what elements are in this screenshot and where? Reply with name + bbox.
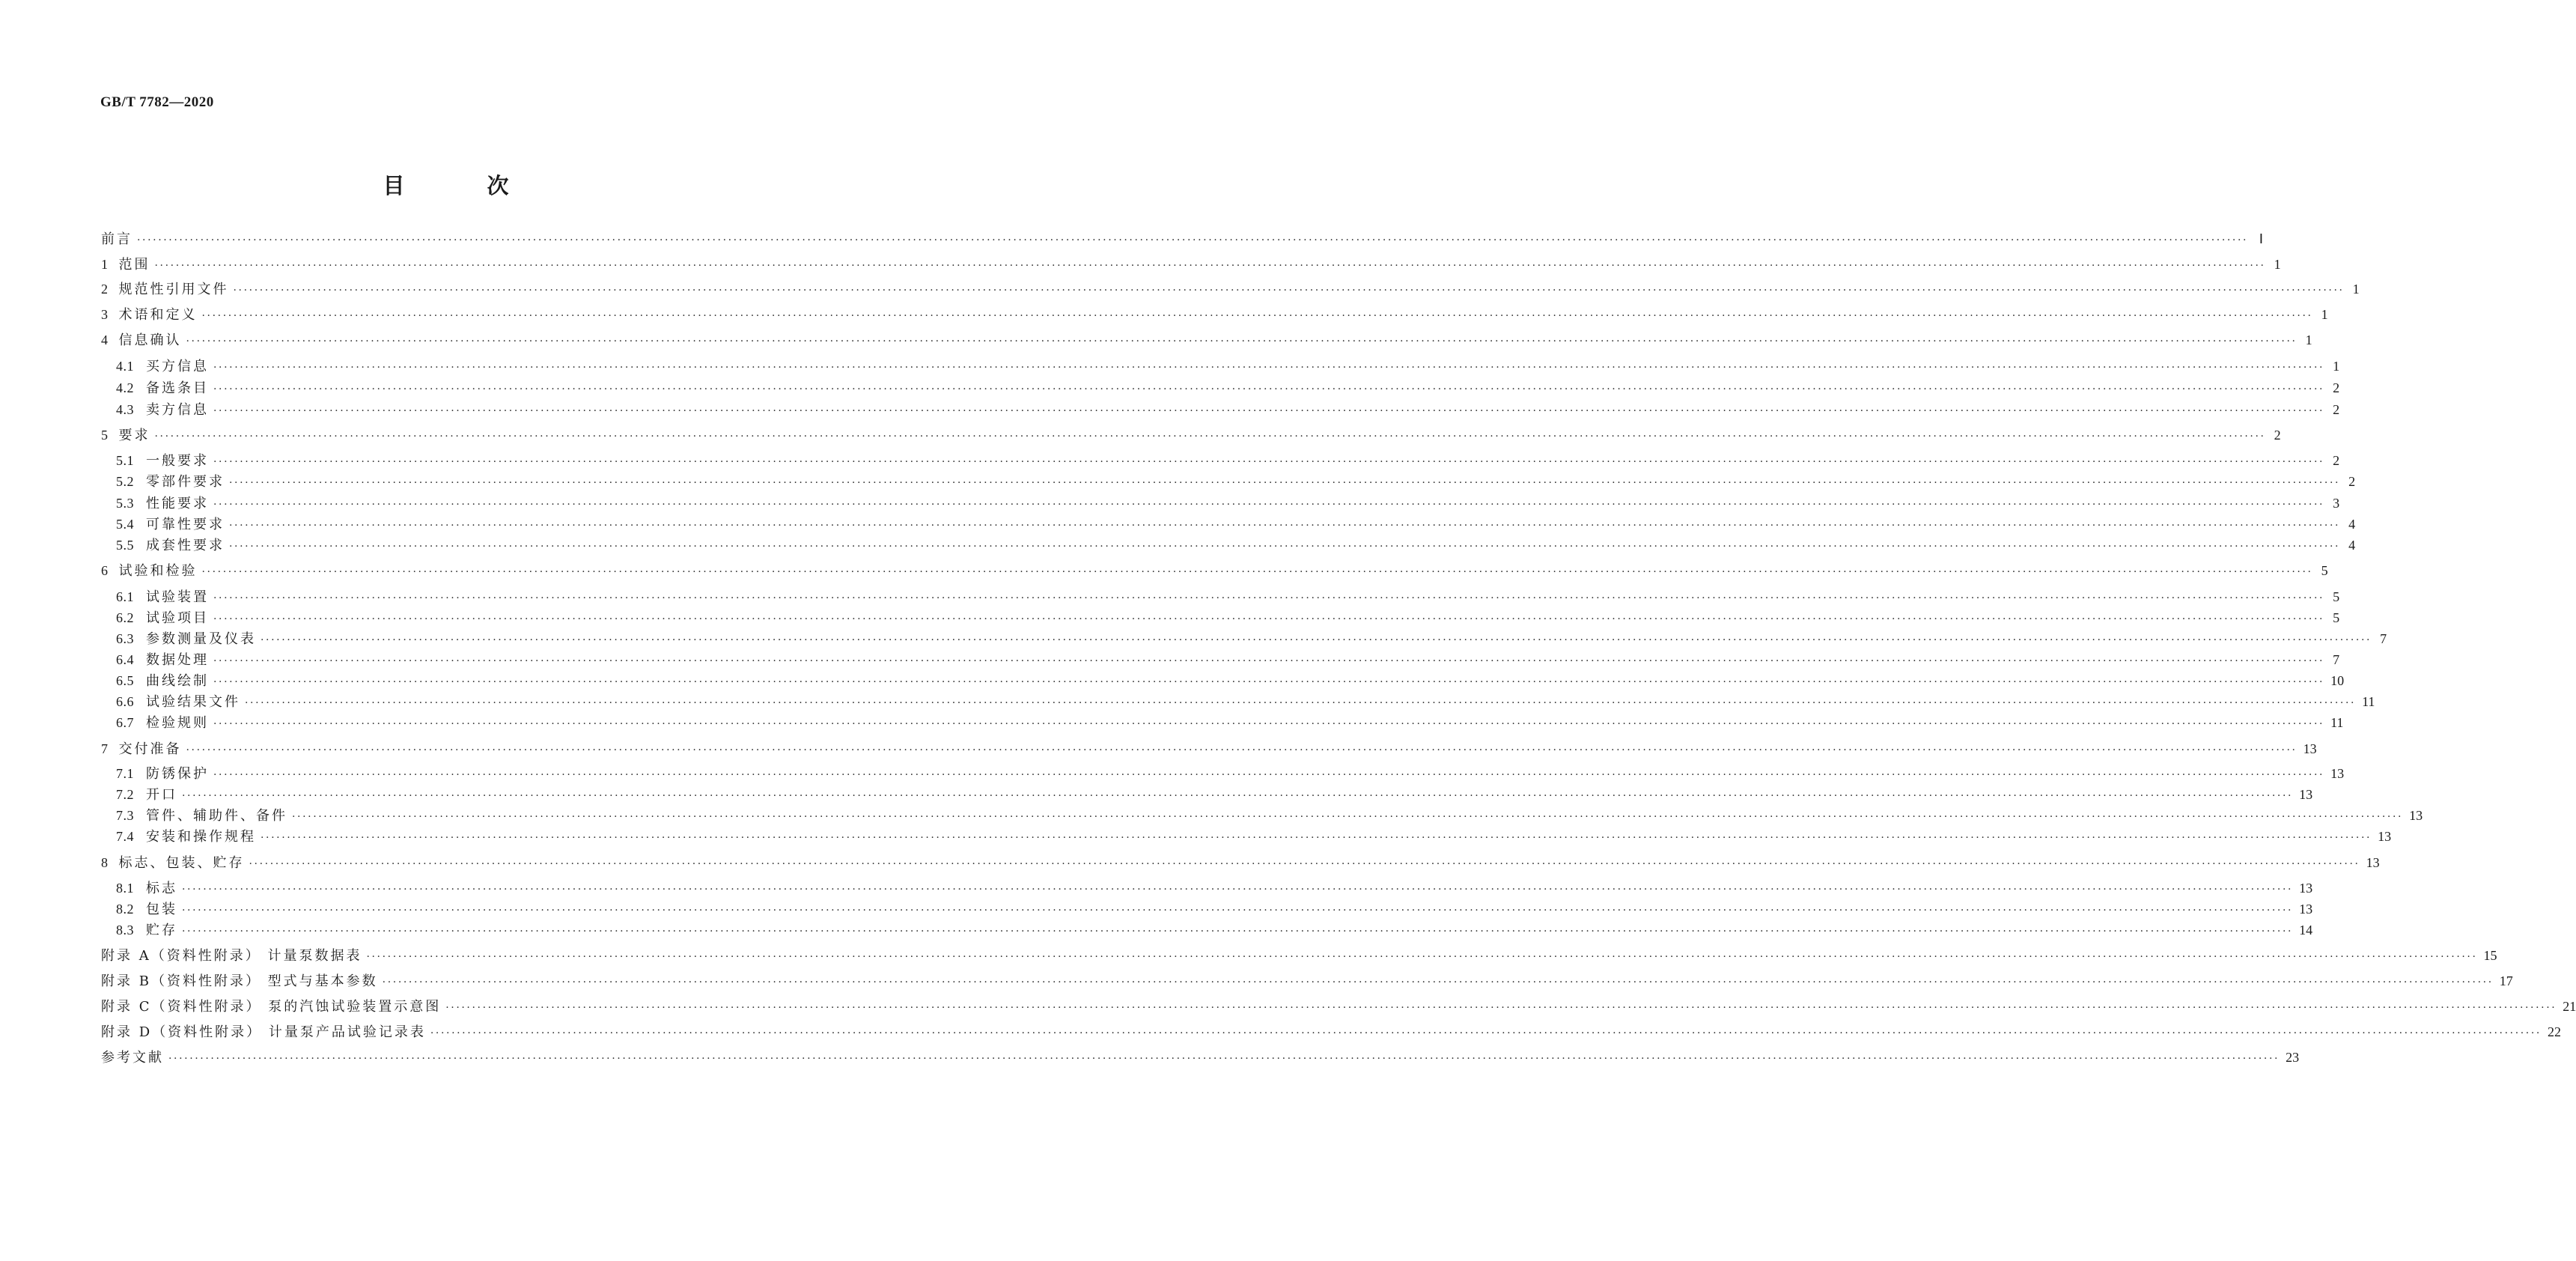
toc-entry-title: 信息确认 (118, 332, 182, 348)
toc-leader-dots: ················································································································································································································································································································································································································ (430, 1027, 2542, 1039)
toc-entry[interactable] (101, 651, 2340, 669)
toc-entry-title: 标志、包装、贮存 (118, 855, 245, 871)
toc-entry-number: 7.1 (116, 766, 134, 781)
toc-entry[interactable] (101, 827, 2392, 845)
toc-entry-page: 15 (2483, 948, 2497, 963)
toc-entry[interactable] (101, 693, 2375, 711)
toc-entry-title: 规范性引用文件 (118, 282, 229, 297)
toc-entry-number: 6 (101, 563, 109, 578)
toc-entry-number: 7.4 (116, 829, 134, 844)
toc-leader-dots: ················································································································································································································································································································································································································ (182, 884, 2294, 896)
toc-entry-title: 范围 (118, 257, 150, 273)
toc-entry-page: 1 (2352, 282, 2360, 297)
toc-entry[interactable] (101, 786, 2313, 803)
toc-entry-page: 13 (2299, 902, 2313, 917)
toc-entry-page: 4 (2348, 538, 2356, 553)
toc-entry[interactable] (101, 765, 2345, 783)
toc-leader-dots: ················································································································································································································································································································································································································ (245, 697, 2357, 709)
toc-entry-page: 17 (2499, 973, 2513, 988)
toc-entry[interactable] (101, 306, 2328, 323)
toc-entry-page: 1 (2333, 359, 2340, 374)
toc-entry-title: 包装 (146, 902, 177, 917)
toc-entry[interactable] (101, 357, 2340, 375)
toc-entry-title: 附录 B（资料性附录） 型式与基本参数 (101, 973, 378, 989)
toc-entry[interactable] (101, 972, 2513, 990)
toc-entry-title: 开口 (146, 787, 177, 803)
toc-entry-title: 参数测量及仪表 (146, 631, 256, 647)
toc-entry-page: 4 (2348, 517, 2356, 532)
toc-entry-page: 2 (2333, 402, 2340, 417)
toc-entry-page: 7 (2333, 652, 2340, 667)
toc-entry-page: 11 (2330, 715, 2344, 730)
toc-entry-number: 6.3 (116, 631, 134, 646)
toc-entry-title: 前言 (101, 231, 133, 247)
toc-entry-page: 5 (2333, 610, 2340, 625)
toc-leader-dots: ················································································································································································································································································································································································································ (168, 1053, 2280, 1065)
toc-entry-number: 6.5 (116, 673, 134, 688)
toc-entry-page: 5 (2321, 563, 2328, 578)
toc-leader-dots: ················································································································································································································································································································································································································ (445, 1002, 2557, 1014)
toc-entry-number: 4 (101, 332, 109, 347)
toc-entry-page: 13 (2378, 829, 2392, 844)
toc-leader-dots: ················································································································································································································································································································································································································ (213, 613, 2325, 625)
toc-entry[interactable] (101, 255, 2281, 273)
toc-entry-number: 5.3 (116, 496, 134, 511)
toc-entry-page: Ⅰ (2259, 231, 2264, 246)
toc-entry-title: 备选条目 (146, 380, 209, 396)
toc-entry-title: 标志 (146, 881, 177, 896)
toc-entry-title: 数据处理 (146, 652, 209, 668)
toc-entry[interactable] (101, 494, 2340, 512)
toc-entry-title: 术语和定义 (118, 307, 198, 323)
toc-leader-dots: ················································································································································································································································································································································································································ (229, 541, 2341, 553)
toc-entry-title: 买方信息 (146, 359, 209, 374)
toc-entry-page: 2 (2333, 380, 2340, 395)
toc-entry-number: 4.2 (116, 380, 134, 395)
toc-entry-number: 4.3 (116, 402, 134, 417)
toc-leader-dots: ················································································································································································································································································································································································································ (154, 260, 2266, 272)
toc-entry-title: 一般要求 (146, 453, 209, 469)
toc-leader-dots: ················································································································································································································································································································································································································ (382, 976, 2494, 988)
toc-leader-dots: ················································································································································································································································································································································································································ (186, 744, 2298, 756)
toc-entry-title: 可靠性要求 (146, 517, 225, 532)
toc-leader-dots: ················································································································································································································································································································································································································ (213, 676, 2325, 688)
toc-entry-number: 1 (101, 257, 109, 272)
toc-entry[interactable] (101, 280, 2360, 298)
toc-entry-number: 6.7 (116, 715, 134, 730)
toc-entry[interactable] (101, 946, 2497, 964)
toc-entry-title: 附录 A（资料性附录） 计量泵数据表 (101, 948, 362, 964)
toc-entry-number: 6.6 (116, 694, 134, 709)
toc-leader-dots: ················································································································································································································································································································································································································ (182, 926, 2294, 938)
toc-entry-number: 7.3 (116, 808, 134, 823)
toc-leader-dots: ················································································································································································································································································································································································································ (213, 383, 2325, 395)
toc-leader-dots: ················································································································································································································································································································································································································ (292, 811, 2404, 823)
toc-leader-dots: ················································································································································································································································································································································································································ (186, 335, 2298, 347)
toc-title: 目 次 (383, 173, 546, 198)
toc-entry-title: 零部件要求 (146, 474, 225, 490)
toc-entry[interactable] (101, 452, 2340, 470)
toc-entry[interactable] (101, 562, 2328, 580)
toc-leader-dots: ················································································································································································································································································································································································································ (201, 310, 2313, 322)
toc-entry-number: 8.2 (116, 902, 134, 917)
toc-entry-number: 6.2 (116, 610, 134, 625)
toc-entry-title: 贮存 (146, 923, 177, 938)
toc-entry-title: 成套性要求 (146, 538, 225, 553)
toc-entry-number: 8.1 (116, 881, 134, 896)
toc-leader-dots: ················································································································································································································································································································································································································ (182, 790, 2294, 802)
toc-entry-title: 试验装置 (146, 589, 209, 605)
toc-entry-number: 8.3 (116, 923, 134, 938)
toc-entry-title: 安装和操作规程 (146, 829, 256, 845)
toc-entry[interactable] (101, 854, 2380, 872)
document-code: GB/T 7782—2020 (100, 94, 214, 110)
toc-entry-number: 5.5 (116, 538, 134, 553)
toc-entry[interactable] (101, 1023, 2561, 1041)
toc-entry-page: 14 (2299, 923, 2313, 938)
toc-entry-page: 1 (2305, 332, 2312, 347)
toc-entry-number: 5.4 (116, 517, 134, 532)
toc-leader-dots: ················································································································································································································································································································································································································ (229, 520, 2341, 532)
toc-leader-dots: ················································································································································································································································································································································································································ (233, 285, 2345, 297)
toc-entry-number: 3 (101, 307, 109, 322)
toc-entry-page: 2 (2274, 428, 2281, 443)
toc-entry-title: 卖方信息 (146, 402, 209, 418)
toc-leader-dots: ················································································································································································································································································································································································································ (213, 718, 2325, 730)
toc-entry-page: 21 (2563, 999, 2576, 1014)
toc-entry-page: 13 (2366, 855, 2380, 870)
toc-entry[interactable] (101, 588, 2340, 606)
toc-entry-page: 13 (2299, 787, 2313, 802)
toc-entry[interactable] (101, 609, 2340, 627)
toc-entry-page: 13 (2330, 766, 2345, 781)
toc-entry-number: 8 (101, 855, 109, 870)
toc-leader-dots: ················································································································································································································································································································································································································ (213, 592, 2325, 604)
toc-entry-number: 4.1 (116, 359, 134, 374)
toc-entry-number: 2 (101, 282, 109, 297)
toc-leader-dots: ················································································································································································································································································································································································································ (213, 456, 2325, 468)
toc-entry[interactable] (101, 740, 2317, 758)
toc-leader-dots: ················································································································································································································································································································································································································ (261, 634, 2372, 646)
toc-entry-page: 2 (2333, 453, 2340, 468)
toc-entry[interactable] (101, 921, 2313, 939)
toc-leader-dots: ················································································································································································································································································································································································································ (249, 858, 2360, 870)
toc-entry-title: 要求 (118, 428, 150, 443)
toc-leader-dots: ················································································································································································································································································································································································································ (213, 362, 2325, 374)
toc-entry-number: 6.1 (116, 589, 134, 604)
toc-entry[interactable] (101, 900, 2313, 918)
toc-entry[interactable] (101, 230, 2264, 248)
toc-entry-title: 试验项目 (146, 610, 209, 626)
toc-entry-page: 5 (2333, 589, 2340, 604)
toc-entry[interactable] (101, 630, 2387, 648)
toc-leader-dots: ················································································································································································································································································································································································································ (182, 905, 2294, 917)
toc-entry[interactable] (101, 879, 2313, 897)
toc-entry-page: 13 (2299, 881, 2313, 896)
toc-entry[interactable] (101, 997, 2576, 1015)
toc-entry-title: 参考文献 (101, 1050, 164, 1066)
toc-entry-number: 6.4 (116, 652, 134, 667)
toc-leader-dots: ················································································································································································································································································································································································································ (366, 951, 2478, 963)
toc-entry-page: 2 (2348, 474, 2356, 489)
toc-entry[interactable] (101, 536, 2356, 554)
toc-leader-dots: ················································································································································································································································································································································································································ (261, 832, 2372, 844)
toc-leader-dots: ················································································································································································································································································································································································································ (201, 566, 2313, 578)
toc-entry[interactable] (101, 401, 2340, 419)
toc-entry-title: 检验规则 (146, 715, 209, 731)
toc-entry-page: 7 (2380, 631, 2387, 646)
toc-entry-number: 5.1 (116, 453, 134, 468)
toc-entry[interactable] (101, 1048, 2300, 1066)
toc-entry-title: 试验结果文件 (146, 694, 240, 710)
toc-entry[interactable] (101, 331, 2312, 349)
toc-leader-dots: ················································································································································································································································································································································································································ (229, 477, 2341, 489)
toc-entry-page: 3 (2333, 496, 2340, 511)
toc-entry-title: 防锈保护 (146, 766, 209, 782)
toc-entry-title: 附录 D（资料性附录） 计量泵产品试验记录表 (101, 1024, 426, 1040)
toc-entry[interactable] (101, 426, 2281, 444)
toc-entry-title: 交付准备 (118, 741, 182, 757)
toc-entry[interactable] (101, 379, 2340, 397)
toc-entry-page: 11 (2362, 694, 2375, 709)
toc-entry-number: 7 (101, 741, 109, 756)
toc-entry-page: 22 (2547, 1024, 2561, 1039)
toc-entry-page: 1 (2274, 257, 2281, 272)
toc-entry[interactable] (101, 806, 2423, 824)
toc-entry-page: 10 (2330, 673, 2345, 688)
toc-entry-title: 管件、辅助件、备件 (146, 808, 287, 824)
toc-leader-dots: ················································································································································································································································································································································································································ (213, 499, 2325, 511)
toc-leader-dots: ················································································································································································································································································································································································································ (154, 431, 2266, 443)
toc-entry-title: 曲线绘制 (146, 673, 209, 689)
toc-entry-page: 23 (2286, 1050, 2300, 1065)
toc-entry[interactable] (101, 515, 2356, 533)
toc-entry[interactable] (101, 714, 2344, 732)
toc-leader-dots: ················································································································································································································································································································································································································ (213, 769, 2325, 781)
toc-entry-number: 5 (101, 428, 109, 443)
toc-entry-page: 1 (2321, 307, 2328, 322)
toc-leader-dots: ················································································································································································································································································································································································································ (213, 405, 2325, 417)
toc-entry[interactable] (101, 672, 2345, 690)
toc-entry-title: 性能要求 (146, 496, 209, 511)
toc-entry-page: 13 (2303, 741, 2317, 756)
toc-entry-title: 试验和检验 (118, 563, 198, 579)
toc-leader-dots: ················································································································································································································································································································································································································ (213, 655, 2325, 667)
toc-entry[interactable] (101, 473, 2356, 490)
toc-entry-number: 7.2 (116, 787, 134, 802)
toc-leader-dots: ················································································································································································································································································································································································································ (137, 234, 2249, 246)
toc-entry-number: 5.2 (116, 474, 134, 489)
toc-entry-page: 13 (2409, 808, 2423, 823)
toc-entry-title: 附录 C（资料性附录） 泵的汽蚀试验装置示意图 (101, 999, 442, 1015)
